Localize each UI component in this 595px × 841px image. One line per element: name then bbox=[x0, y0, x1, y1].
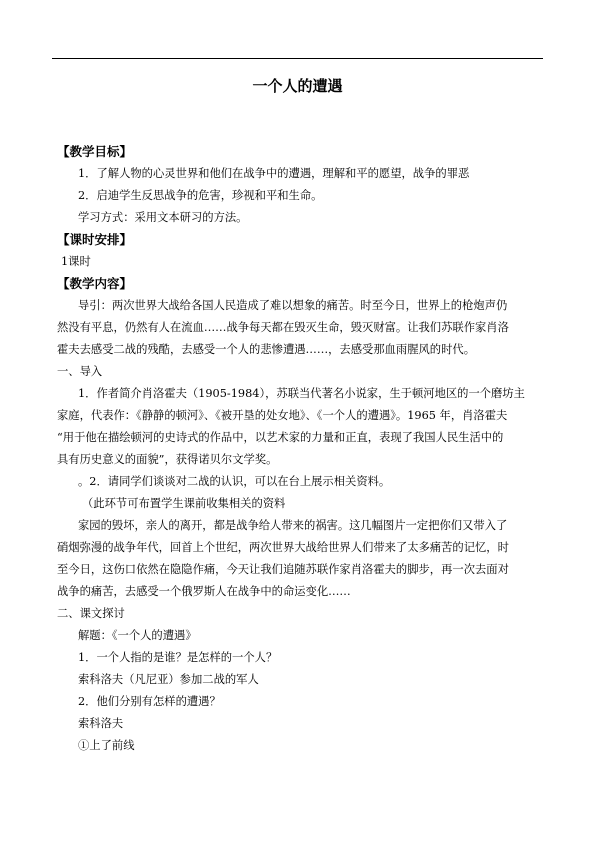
goal-item: 2．启迪学生反思战争的危害，珍视和平和生命。 bbox=[78, 189, 323, 202]
goal-item: 1．了解人物的心灵世界和他们在战争中的遭遇，理解和平的愿望，战争的罪恶 bbox=[78, 167, 470, 180]
schedule-heading: 【课时安排】 bbox=[57, 232, 133, 247]
discussion-line: 索科洛夫 bbox=[78, 717, 124, 730]
header-rule bbox=[52, 58, 543, 59]
part1-heading: 一、导入 bbox=[57, 365, 103, 378]
intro-line: 导引：两次世界大战给各国人民造成了难以想象的痛苦。时至今日，世界上的枪炮声仍 bbox=[78, 299, 508, 312]
discussion-line: 2．他们分别有怎样的遭遇？ bbox=[78, 695, 221, 708]
content-heading: 【教学内容】 bbox=[57, 276, 133, 291]
homeland-line: 战争的痛苦，去感受一个俄罗斯人在战争中的命运变化…… bbox=[57, 585, 351, 598]
discussion-line: 解题：《一个人的遭遇》 bbox=[78, 629, 197, 642]
discussion-line: 1．一个人指的是谁？是怎样的一个人？ bbox=[78, 651, 278, 664]
document-body bbox=[57, 141, 540, 757]
part2-heading: 二、课文探讨 bbox=[57, 607, 125, 620]
schedule-text: 1课时 bbox=[61, 255, 91, 268]
document-title: 一个人的遭遇 bbox=[252, 77, 343, 95]
intro-line: 霍夫去感受二战的残酷，去感受一个人的悲惨遭遇……，去感受那血雨腥风的时代。 bbox=[57, 343, 475, 356]
homeland-line: 硝烟弥漫的战争年代，回首上个世纪，两次世界大战给世界人们带来了太多痛苦的记忆，时 bbox=[57, 541, 509, 554]
item2-line: 。2．请同学们谈谈对二战的认识，可以在台上展示相关资料。 bbox=[78, 475, 391, 488]
note-line: （此环节可布置学生课前收集相关的资料 bbox=[82, 497, 286, 510]
author-line: “用于他在描绘顿河的史诗式的作品中，以艺术家的力量和正直，表现了我国人民生活中的 bbox=[57, 431, 504, 444]
goals-heading: 【教学目标】 bbox=[57, 144, 133, 159]
author-line: 家庭，代表作：《静静的顿河》、《被开垦的处女地》、《一个人的遭遇》。1965 年，肖洛霍夫 bbox=[57, 409, 508, 422]
homeland-line: 至今日，这伤口依然在隐隐作痛，今天让我们追随苏联作家肖洛霍夫的脚步，再一次去面对 bbox=[57, 563, 509, 576]
discussion-line: ①上了前线 bbox=[78, 739, 135, 752]
intro-line: 然没有平息，仍然有人在流血……战争每天都在毁灭生命，毁灭财富。让我们苏联作家肖洛 bbox=[57, 321, 509, 334]
author-line: 1．作者简介肖洛霍夫（1905-1984），苏联当代著名小说家，生于顿河地区的一个磨坊主 bbox=[78, 387, 525, 400]
discussion-line: 索科洛夫（凡尼亚）参加二战的军人 bbox=[78, 673, 259, 686]
author-line: 具有历史意义的面貌”，获得诺贝尔文学奖。 bbox=[57, 453, 278, 466]
homeland-line: 家园的毁坏，亲人的离开，都是战争给人带来的祸害。这几幅图片一定把你们又带入了 bbox=[78, 519, 508, 532]
learning-method: 学习方式：采用文本研习的方法。 bbox=[78, 211, 248, 224]
